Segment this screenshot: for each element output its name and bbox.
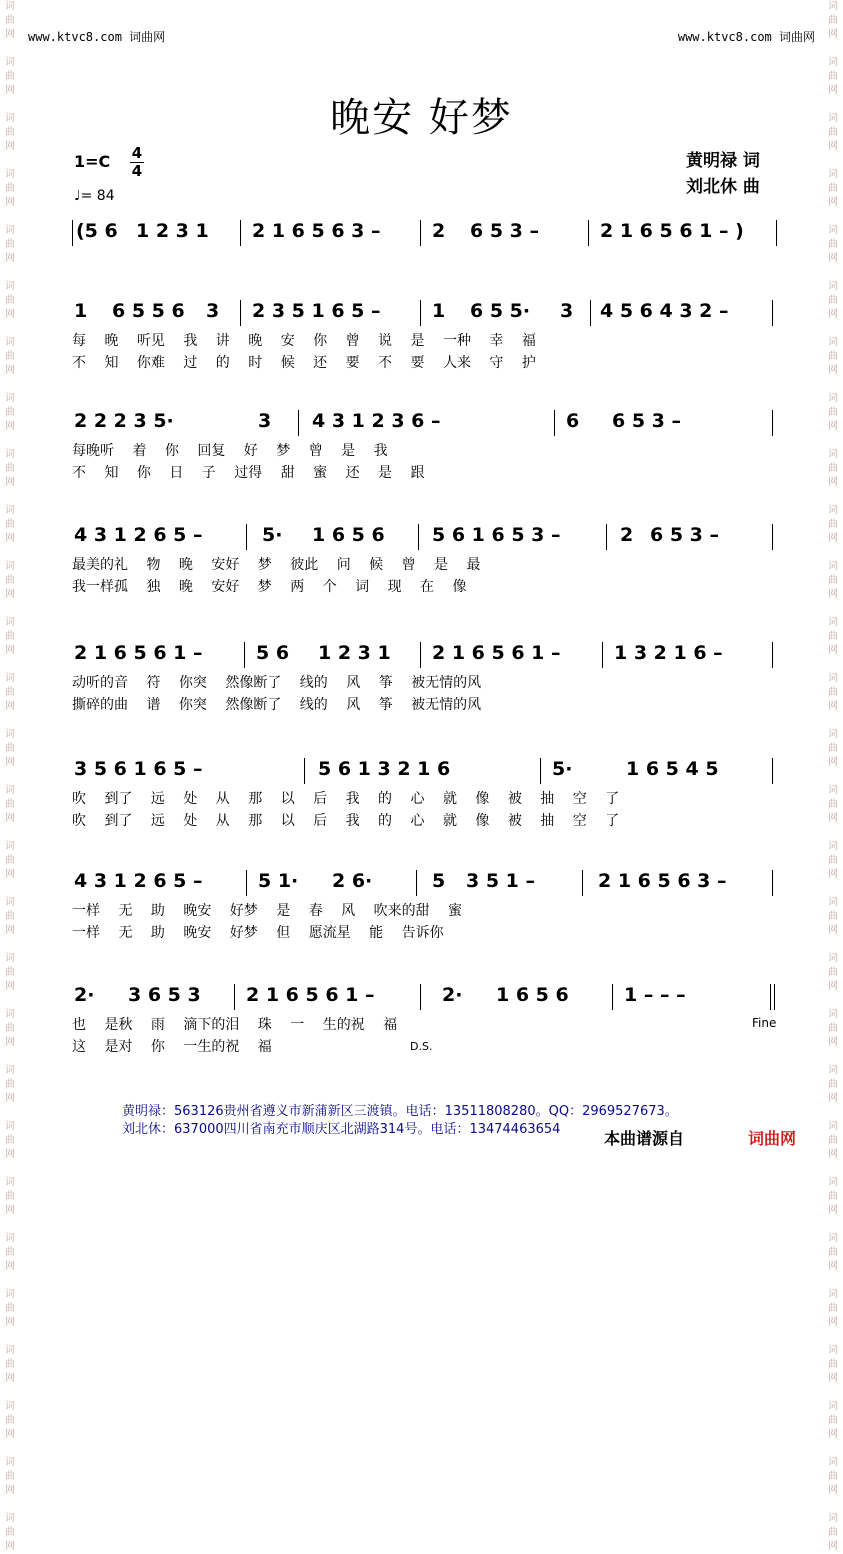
note-group: 1 2 3 1 bbox=[136, 220, 209, 242]
header-url-right[interactable]: www.ktvc8.com 词曲网 bbox=[677, 30, 815, 44]
bar-line bbox=[554, 410, 555, 436]
watermark-left: 词 曲 网 词 曲 网 词 曲 网 词 曲 网 词 曲 网 词 曲 网 词 曲 网 词 曲 网 词 曲 网 词 曲 网 词 曲 网 词 曲 网 词 曲 网 词 曲 网 词 曲 网 词 曲 网 词 曲 网 词 曲 网 词 曲 网 词 曲 网 词 曲 网 词 曲 网 词 曲 网 词 曲 网 词 曲 网 词 曲 网 词 曲 网 词 曲 网 bbox=[5, 1, 15, 1552]
note-group: 3 bbox=[560, 300, 574, 322]
note-group: 2 bbox=[620, 524, 634, 546]
note-group: 2 6· bbox=[332, 870, 373, 892]
lyric-verse-2: 这 是对 你 一生的祝 福 bbox=[72, 1039, 272, 1055]
lyric-verse-2: 吹 到了 远 处 从 那 以 后 我 的 心 就 像 被 抽 空 了 bbox=[72, 813, 620, 829]
bar-line bbox=[776, 220, 777, 246]
lyric-verse-1: 动听的音 符 你突 然像断了 线的 风 筝 被无情的风 bbox=[72, 675, 482, 691]
note-group: (5 6 bbox=[76, 220, 118, 242]
key-signature: 1=C bbox=[74, 152, 111, 171]
bar-line bbox=[240, 300, 241, 326]
note-group: 4 3 1 2 6 5 – bbox=[74, 524, 203, 546]
lyric-verse-1: 最美的礼 物 晚 安好 梦 彼此 问 候 曾 是 最 bbox=[72, 557, 481, 573]
bar-line bbox=[420, 300, 421, 326]
note-group: 2 2 2 3 5· bbox=[74, 410, 174, 432]
note-group: 1 6 5 4 5 bbox=[626, 758, 719, 780]
note-group: 1 2 3 1 bbox=[318, 642, 391, 664]
note-group: 2 3 5 1 6 5 – bbox=[252, 300, 381, 322]
bar-line bbox=[418, 524, 419, 550]
bar-line bbox=[72, 220, 73, 246]
bar-line bbox=[588, 220, 589, 246]
note-group: 5· bbox=[552, 758, 573, 780]
note-group: 6 5 3 – bbox=[470, 220, 540, 242]
note-group: 3 6 5 3 bbox=[128, 984, 201, 1006]
bar-line bbox=[606, 524, 607, 550]
time-signature-top: 4 bbox=[131, 144, 143, 162]
bar-line bbox=[420, 642, 421, 668]
bar-line bbox=[246, 870, 247, 896]
note-group: 6 5 5 6 bbox=[112, 300, 185, 322]
note-group: 1 6 5 6 bbox=[312, 524, 385, 546]
note-group: 5 1· bbox=[258, 870, 299, 892]
note-group: 2 1 6 5 6 1 – bbox=[246, 984, 375, 1006]
ds-mark: D.S. bbox=[410, 1040, 433, 1053]
note-group: 1 – – – bbox=[624, 984, 686, 1006]
song-title: 晚安 好梦 bbox=[330, 95, 513, 141]
note-group: 4 3 1 2 3 6 – bbox=[312, 410, 441, 432]
note-group: 6 5 3 – bbox=[650, 524, 720, 546]
note-group: 1 6 5 6 bbox=[496, 984, 569, 1006]
note-group: 2 1 6 5 6 1 – bbox=[74, 642, 203, 664]
composer-credit: 刘北休 曲 bbox=[686, 177, 760, 197]
time-signature bbox=[130, 146, 144, 179]
note-group: 5· bbox=[262, 524, 283, 546]
note-group: 4 5 6 4 3 2 – bbox=[600, 300, 729, 322]
bar-line bbox=[772, 870, 773, 896]
note-group: 6 5 5· bbox=[470, 300, 531, 322]
lyric-verse-1: 也 是秋 雨 滴下的泪 珠 一 生的祝 福 bbox=[72, 1017, 398, 1033]
bar-line bbox=[240, 220, 241, 246]
note-group: 3 5 1 – bbox=[466, 870, 536, 892]
lyric-verse-1: 吹 到了 远 处 从 那 以 后 我 的 心 就 像 被 抽 空 了 bbox=[72, 791, 620, 807]
lyric-verse-1: 每晚听 着 你 回复 好 梦 曾 是 我 bbox=[72, 443, 388, 459]
note-group: 3 bbox=[258, 410, 272, 432]
note-group: 3 5 6 1 6 5 – bbox=[74, 758, 203, 780]
bar-line bbox=[772, 642, 773, 668]
lyric-verse-1: 每 晚 听见 我 讲 晚 安 你 曾 说 是 一种 幸 福 bbox=[72, 333, 536, 349]
watermark-right: 词 曲 网 词 曲 网 词 曲 网 词 曲 网 词 曲 网 词 曲 网 词 曲 网 词 曲 网 词 曲 网 词 曲 网 词 曲 网 词 曲 网 词 曲 网 词 曲 网 词 曲 网 词 曲 网 词 曲 网 词 曲 网 词 曲 网 词 曲 网 词 曲 网 词 曲 网 词 曲 网 词 曲 网 词 曲 网 词 曲 网 词 曲 网 词 曲 网 bbox=[828, 1, 838, 1552]
bar-line bbox=[244, 642, 245, 668]
note-group: 2· bbox=[442, 984, 463, 1006]
bar-line bbox=[298, 410, 299, 436]
note-group: 2 1 6 5 6 1 – bbox=[432, 642, 561, 664]
note-group: 5 6 bbox=[256, 642, 290, 664]
bar-line bbox=[582, 870, 583, 896]
lyric-verse-2: 一样 无 助 晚安 好梦 但 愿流星 能 告诉你 bbox=[72, 925, 444, 941]
bar-line bbox=[774, 984, 775, 1010]
fine-mark: Fine bbox=[752, 1016, 777, 1030]
note-group: 1 bbox=[432, 300, 446, 322]
bar-line bbox=[590, 300, 591, 326]
lyric-verse-2: 撕碎的曲 谱 你突 然像断了 线的 风 筝 被无情的风 bbox=[72, 697, 482, 713]
note-group: 4 3 1 2 6 5 – bbox=[74, 870, 203, 892]
footer-composer-contact: 刘北休：637000四川省南充市顺庆区北湖路314号。电话：13474463654 bbox=[122, 1122, 561, 1137]
bar-line bbox=[416, 870, 417, 896]
note-group: 5 6 1 6 5 3 – bbox=[432, 524, 561, 546]
footer-lyricist-contact: 黄明禄：563126贵州省遵义市新蒲新区三渡镇。电话：13511808280。QQ：2969527673。 bbox=[122, 1104, 678, 1119]
bar-line bbox=[304, 758, 305, 784]
bar-line bbox=[420, 984, 421, 1010]
note-group: 2· bbox=[74, 984, 95, 1006]
note-group: 3 bbox=[206, 300, 220, 322]
lyric-verse-1: 一样 无 助 晚安 好梦 是 春 风 吹来的甜 蜜 bbox=[72, 903, 463, 919]
time-signature-bottom: 4 bbox=[131, 162, 143, 180]
brand-logo[interactable]: 词曲网 bbox=[748, 1129, 797, 1148]
note-group: 1 3 2 1 6 – bbox=[614, 642, 723, 664]
note-group: 2 1 6 5 6 1 – ) bbox=[600, 220, 744, 242]
note-group: 2 bbox=[432, 220, 446, 242]
header-url-left[interactable]: www.ktvc8.com 词曲网 bbox=[28, 30, 166, 44]
source-label: 本曲谱源自 bbox=[604, 1129, 685, 1148]
bar-line bbox=[772, 300, 773, 326]
lyricist-credit: 黄明禄 词 bbox=[686, 151, 760, 171]
lyric-verse-2: 我一样孤 独 晚 安好 梦 两 个 词 现 在 像 bbox=[72, 579, 467, 595]
bar-line bbox=[772, 758, 773, 784]
bar-line bbox=[420, 220, 421, 246]
note-group: 2 1 6 5 6 3 – bbox=[598, 870, 727, 892]
tempo-mark: ♩= 84 bbox=[74, 188, 115, 204]
bar-line bbox=[772, 524, 773, 550]
bar-line bbox=[770, 984, 771, 1010]
bar-line bbox=[612, 984, 613, 1010]
bar-line bbox=[234, 984, 235, 1010]
lyric-verse-2: 不 知 你难 过 的 时 候 还 要 不 要 人来 守 护 bbox=[72, 355, 536, 371]
lyric-verse-2: 不 知 你 日 子 过得 甜 蜜 还 是 跟 bbox=[72, 465, 425, 481]
bar-line bbox=[772, 410, 773, 436]
note-group: 6 5 3 – bbox=[612, 410, 682, 432]
note-group: 5 6 1 3 2 1 6 bbox=[318, 758, 451, 780]
note-group: 6 bbox=[566, 410, 580, 432]
note-group: 5 bbox=[432, 870, 446, 892]
bar-line bbox=[540, 758, 541, 784]
bar-line bbox=[246, 524, 247, 550]
note-group: 1 bbox=[74, 300, 88, 322]
bar-line bbox=[602, 642, 603, 668]
note-group: 2 1 6 5 6 3 – bbox=[252, 220, 381, 242]
